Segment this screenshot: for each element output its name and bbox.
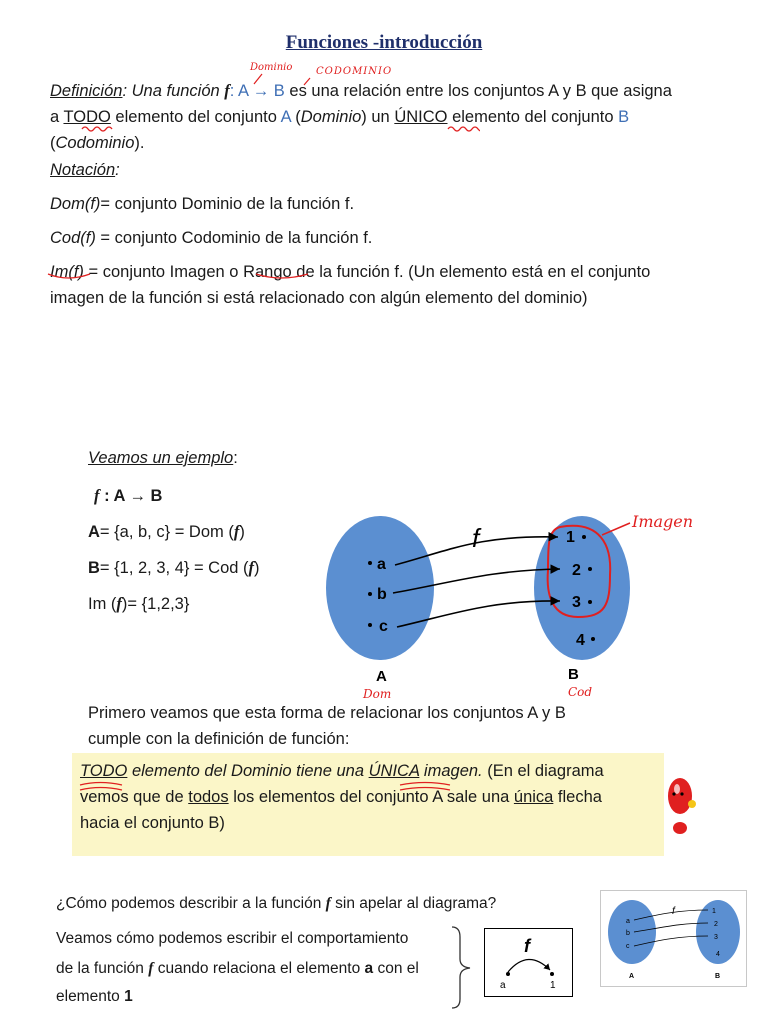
- notation-red-marks: [46, 272, 376, 284]
- element-3: 3: [572, 594, 581, 611]
- element-a: a: [377, 556, 386, 573]
- element-2: 2: [572, 562, 581, 579]
- note-line2: vemos que de: [80, 788, 189, 806]
- explanation-line1: Primero veamos que esta forma de relacionar los conjuntos A y B: [88, 704, 566, 722]
- note-text: [80, 758, 660, 836]
- curly-brace: [450, 925, 480, 1010]
- f-symbol: f: [248, 558, 255, 577]
- element-a-bold: a: [364, 960, 374, 977]
- note-line2: flecha: [553, 788, 602, 806]
- bottom-line3: con el: [373, 960, 419, 977]
- thumb-c: c: [626, 943, 630, 950]
- im-text: de la función f. (Un elemento está en el conjunto: [291, 263, 651, 281]
- paren-close: ): [239, 523, 245, 541]
- diagram-f-label: f: [472, 523, 480, 553]
- explanation-line2: cumple con la definición de función:: [88, 730, 350, 748]
- note-todo: TODO: [80, 762, 128, 780]
- cod-label: Cod(f): [50, 229, 96, 247]
- im-text: = conjunto Imagen o: [83, 263, 244, 281]
- mini-f-label: f: [524, 936, 530, 956]
- note-unica: ÚNICA: [368, 762, 420, 780]
- diagram-thumbnail: [600, 890, 748, 988]
- f-symbol: f: [94, 486, 100, 505]
- codominio-word: Codominio: [55, 134, 135, 152]
- set-a-bold: A: [88, 523, 100, 541]
- dom-label: Dom(f): [50, 195, 101, 213]
- set-b-def: = {1, 2, 3, 4} = Cod (: [99, 559, 249, 577]
- definition-paragraph: [50, 78, 730, 156]
- bottom-line4: elemento: [56, 988, 125, 1005]
- thumb-f: f: [672, 906, 675, 917]
- note-italic: imagen.: [419, 762, 483, 780]
- cod-text: = conjunto Codominio de la función f.: [95, 229, 373, 247]
- definition-text: (: [290, 108, 301, 126]
- note-rest: (En el diagrama: [482, 762, 604, 780]
- element-c: c: [379, 618, 388, 635]
- bottom-line3: de la función: [56, 960, 149, 977]
- function-diagram: [320, 505, 740, 705]
- thumb-4: 4: [716, 951, 720, 958]
- example-colon: :: [233, 449, 238, 467]
- question-text: ¿Cómo podemos describir a la función: [56, 895, 326, 912]
- thumb-2: 2: [714, 921, 718, 928]
- dom-annotation: Dom: [363, 687, 392, 701]
- rango-word: Rango: [243, 263, 292, 281]
- set-b-ref: B: [618, 108, 630, 126]
- bottom-line3: cuando relaciona el elemento: [153, 960, 365, 977]
- thumb-1: 1: [712, 908, 716, 915]
- thumb-b: b: [626, 930, 630, 937]
- definition-text: a: [50, 108, 64, 126]
- page-title: Funciones -introducción: [285, 32, 483, 53]
- cod-annotation: Cod: [568, 685, 593, 699]
- dom-text: = conjunto Dominio de la función f.: [100, 195, 355, 213]
- set-b-label: B: [568, 666, 579, 683]
- notation-colon: :: [115, 161, 120, 179]
- note-red-marks: [78, 781, 598, 793]
- notation-label: Notación: [50, 161, 116, 179]
- element-1-bold: 1: [124, 988, 133, 1005]
- mini-arrow-box: [484, 928, 574, 998]
- example-section: [88, 445, 338, 617]
- note-italic: elemento del Dominio tiene una: [127, 762, 369, 780]
- definition-text: (: [50, 134, 56, 152]
- f-symbol: f: [233, 522, 240, 541]
- definition-rest-line1: es una relación entre los conjuntos A y B que asigna: [284, 82, 672, 100]
- definition-text: ) un: [361, 108, 395, 126]
- example-heading: Veamos un ejemplo: [88, 449, 234, 467]
- f-symbol: f: [325, 895, 331, 912]
- im-def: Im (: [88, 595, 117, 613]
- f-mapping: : A → B: [99, 487, 163, 505]
- bottom-line2: Veamos cómo podemos escribir el comportamiento: [56, 930, 409, 947]
- element-b: b: [377, 586, 387, 603]
- f-symbol: f: [116, 594, 122, 613]
- unico-word: ÚNICO: [394, 108, 448, 126]
- note-todos: todos: [188, 788, 229, 806]
- func-symbol: f: [224, 81, 230, 100]
- squiggle-underlines: [80, 124, 480, 134]
- note-line3: hacia el conjunto B): [80, 814, 225, 832]
- definition-text: elemento del conjunto: [447, 108, 619, 126]
- im-text-cont: imagen de la función si está relacionado con algún elemento del dominio): [50, 289, 588, 307]
- paren-close: ): [254, 559, 260, 577]
- set-a-def: = {a, b, c} = Dom (: [99, 523, 234, 541]
- codominio-annotation: CODOMINIO: [316, 66, 393, 77]
- element-4: 4: [576, 632, 585, 649]
- bottom-question: [56, 890, 556, 918]
- thumb-3: 3: [714, 934, 718, 941]
- f-symbol: f: [148, 960, 154, 977]
- set-a-ref: A: [280, 108, 291, 126]
- definition-label: Definición: [50, 82, 123, 100]
- im-def: )= {1,2,3}: [121, 595, 190, 613]
- im-label: Im(f): [50, 263, 84, 281]
- set-a-label: A: [376, 668, 387, 685]
- bottom-description: [56, 925, 476, 1011]
- question-text: sin apelar al diagrama?: [330, 895, 497, 912]
- definition-text: ).: [134, 134, 145, 152]
- explanation-text: [88, 700, 688, 752]
- notation-section: [50, 157, 740, 311]
- thumb-a: a: [626, 918, 630, 925]
- dominio-annotation: Dominio: [250, 62, 293, 73]
- note-line2: los elementos del conjunto A sale una: [228, 788, 514, 806]
- dominio-word: Dominio: [300, 108, 362, 126]
- mini-from-label: a: [500, 980, 506, 991]
- definition-text: elemento del conjunto: [110, 108, 281, 126]
- element-1: 1: [566, 529, 575, 546]
- exclamation-icon: [664, 776, 700, 838]
- mini-to-label: 1: [550, 980, 556, 991]
- func-mapping: : A → B: [229, 82, 285, 100]
- imagen-annotation: Imagen: [632, 512, 694, 531]
- todo-word: TODO: [63, 108, 111, 126]
- definition-prefix: : Una función: [122, 82, 225, 100]
- thumb-set-b: B: [715, 973, 721, 980]
- thumb-set-a: A: [629, 973, 635, 980]
- set-b-bold: B: [88, 559, 100, 577]
- note-unica2: única: [513, 788, 554, 806]
